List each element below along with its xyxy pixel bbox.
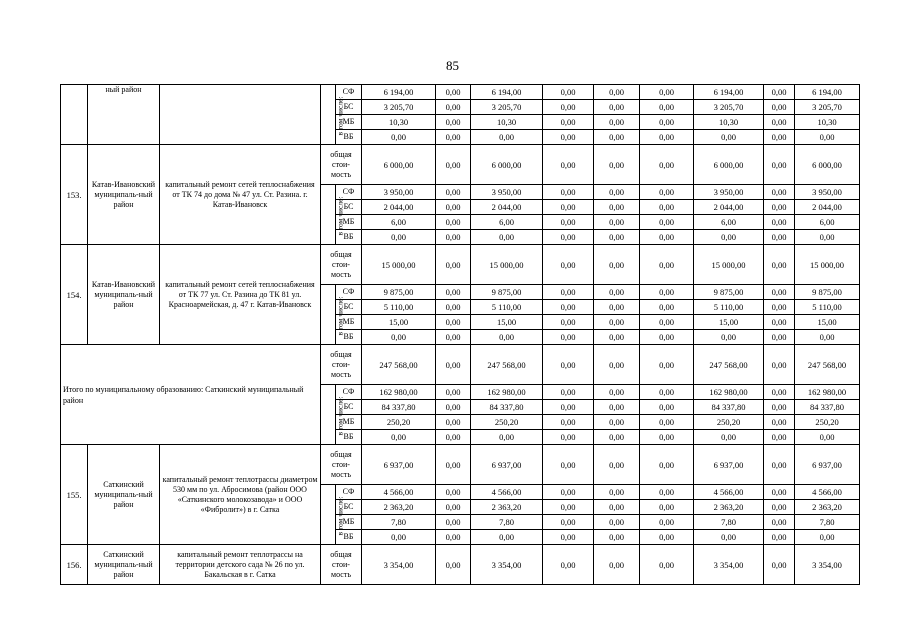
amount-cell: 84 337,80 xyxy=(471,400,543,415)
amount-cell: 3 205,70 xyxy=(694,100,764,115)
amount-cell: 0,00 xyxy=(764,515,795,530)
amount-cell: 2 044,00 xyxy=(795,200,860,215)
amount-cell: 0,00 xyxy=(436,285,471,300)
funding-source: МБ xyxy=(336,315,362,330)
amount-cell: 3 354,00 xyxy=(694,545,764,585)
amount-cell: 0,00 xyxy=(640,230,694,245)
amount-cell: 0,00 xyxy=(436,400,471,415)
including-label-text: в том числе: xyxy=(335,195,345,236)
amount-cell: 0,00 xyxy=(640,245,694,285)
amount-cell: 0,00 xyxy=(640,200,694,215)
amount-cell: 0,00 xyxy=(764,500,795,515)
total-cost-label: общая стои-мость xyxy=(321,545,362,585)
amount-cell: 4 566,00 xyxy=(795,485,860,500)
amount-cell: 0,00 xyxy=(543,85,594,100)
amount-cell: 0,00 xyxy=(543,415,594,430)
funding-source: СФ xyxy=(336,285,362,300)
amount-cell: 4 566,00 xyxy=(362,485,436,500)
amount-cell: 0,00 xyxy=(795,530,860,545)
amount-cell: 3 205,70 xyxy=(471,100,543,115)
amount-cell: 0,00 xyxy=(543,245,594,285)
amount-cell: 0,00 xyxy=(543,145,594,185)
amount-cell: 0,00 xyxy=(436,230,471,245)
entry-total-row xyxy=(61,145,860,185)
amount-cell: 84 337,80 xyxy=(694,400,764,415)
amount-cell: 0,00 xyxy=(543,500,594,515)
amount-cell: 84 337,80 xyxy=(362,400,436,415)
amount-cell: 0,00 xyxy=(640,515,694,530)
amount-cell: 0,00 xyxy=(436,445,471,485)
amount-cell: 247 568,00 xyxy=(694,345,764,385)
amount-cell: 0,00 xyxy=(764,300,795,315)
amount-cell: 0,00 xyxy=(764,545,795,585)
amount-cell: 10,30 xyxy=(362,115,436,130)
amount-cell: 3 950,00 xyxy=(471,185,543,200)
amount-cell: 0,00 xyxy=(543,515,594,530)
entry-work: капитальный ремонт теплотрассы на территории детского сада № 26 по ул. Бакальская в г. Сатка xyxy=(160,545,321,585)
subtotal-label: Итого по муниципальному образованию: Саткинский муниципальный район xyxy=(61,345,321,445)
entry-region: Катав-Ивановский муниципаль-ный район xyxy=(88,245,160,345)
amount-cell: 2 363,20 xyxy=(795,500,860,515)
amount-cell: 0,00 xyxy=(640,430,694,445)
amount-cell: 0,00 xyxy=(436,500,471,515)
amount-cell: 0,00 xyxy=(694,230,764,245)
amount-cell: 6 194,00 xyxy=(694,85,764,100)
amount-cell: 0,00 xyxy=(764,315,795,330)
amount-cell: 0,00 xyxy=(543,385,594,400)
funding-source: ВБ xyxy=(336,230,362,245)
amount-cell: 6 937,00 xyxy=(471,445,543,485)
funding-source: МБ xyxy=(336,415,362,430)
amount-cell: 0,00 xyxy=(640,530,694,545)
including-label-text: в том числе: xyxy=(335,295,345,336)
amount-cell: 5 110,00 xyxy=(795,300,860,315)
total-cost-label: общая стои-мость xyxy=(321,245,362,285)
amount-cell: 0,00 xyxy=(764,415,795,430)
amount-cell: 6 000,00 xyxy=(471,145,543,185)
total-cost-label: общая стои-мость xyxy=(321,145,362,185)
entry-region: Саткинский муниципаль-ный район xyxy=(88,545,160,585)
amount-cell: 3 354,00 xyxy=(471,545,543,585)
amount-cell: 0,00 xyxy=(764,330,795,345)
amount-cell: 0,00 xyxy=(436,130,471,145)
entry-total-row xyxy=(61,445,860,485)
funding-source: ВБ xyxy=(336,130,362,145)
amount-cell: 0,00 xyxy=(436,385,471,400)
amount-cell: 0,00 xyxy=(594,530,640,545)
amount-cell: 0,00 xyxy=(764,485,795,500)
amount-cell: 0,00 xyxy=(640,500,694,515)
amount-cell: 0,00 xyxy=(594,245,640,285)
amount-cell: 0,00 xyxy=(594,345,640,385)
amount-cell: 0,00 xyxy=(640,545,694,585)
total-cost-label: общая стои-мость xyxy=(321,445,362,485)
entry-number: 153. xyxy=(61,145,88,245)
including-label xyxy=(321,85,345,145)
amount-cell: 10,30 xyxy=(694,115,764,130)
amount-cell: 0,00 xyxy=(436,530,471,545)
amount-cell: 0,00 xyxy=(436,185,471,200)
amount-cell: 0,00 xyxy=(471,130,543,145)
amount-cell: 0,00 xyxy=(640,100,694,115)
amount-cell: 7,80 xyxy=(362,515,436,530)
amount-cell: 6 000,00 xyxy=(795,145,860,185)
breakdown-row xyxy=(61,85,860,100)
subtotal-total-row xyxy=(61,345,860,385)
amount-cell: 0,00 xyxy=(543,115,594,130)
amount-cell: 15,00 xyxy=(471,315,543,330)
amount-cell: 0,00 xyxy=(543,130,594,145)
amount-cell: 7,80 xyxy=(471,515,543,530)
entry-work: капитальный ремонт сетей теплоснабжения от ТК 77 ул. Ст. Разина до ТК 81 ул. Красноармейская, д. 47 г. Катав-Ивановск xyxy=(160,245,321,345)
amount-cell: 0,00 xyxy=(640,300,694,315)
amount-cell: 2 044,00 xyxy=(471,200,543,215)
amount-cell: 0,00 xyxy=(362,230,436,245)
amount-cell: 0,00 xyxy=(362,430,436,445)
funding-source: БС xyxy=(336,400,362,415)
amount-cell: 0,00 xyxy=(543,230,594,245)
amount-cell: 0,00 xyxy=(543,400,594,415)
page-number: 85 xyxy=(446,58,459,73)
amount-cell: 15,00 xyxy=(694,315,764,330)
amount-cell: 162 980,00 xyxy=(694,385,764,400)
amount-cell: 0,00 xyxy=(594,500,640,515)
amount-cell: 0,00 xyxy=(594,300,640,315)
amount-cell: 0,00 xyxy=(764,400,795,415)
including-label-text: в том числе: xyxy=(335,395,345,436)
amount-cell: 0,00 xyxy=(594,100,640,115)
amount-cell: 0,00 xyxy=(764,445,795,485)
amount-cell: 15 000,00 xyxy=(362,245,436,285)
amount-cell: 162 980,00 xyxy=(795,385,860,400)
amount-cell: 0,00 xyxy=(543,215,594,230)
amount-cell: 0,00 xyxy=(543,430,594,445)
amount-cell: 0,00 xyxy=(795,330,860,345)
including-label-text: в том числе: xyxy=(335,495,345,536)
funding-source: СФ xyxy=(336,85,362,100)
amount-cell: 0,00 xyxy=(362,330,436,345)
amount-cell: 0,00 xyxy=(436,330,471,345)
amount-cell: 0,00 xyxy=(543,315,594,330)
amount-cell: 0,00 xyxy=(594,185,640,200)
amount-cell: 15 000,00 xyxy=(471,245,543,285)
amount-cell: 6 937,00 xyxy=(362,445,436,485)
amount-cell: 3 950,00 xyxy=(694,185,764,200)
amount-cell: 15 000,00 xyxy=(694,245,764,285)
amount-cell: 2 044,00 xyxy=(362,200,436,215)
amount-cell: 3 950,00 xyxy=(795,185,860,200)
amount-cell: 9 875,00 xyxy=(795,285,860,300)
amount-cell: 5 110,00 xyxy=(694,300,764,315)
amount-cell: 162 980,00 xyxy=(471,385,543,400)
amount-cell: 0,00 xyxy=(436,545,471,585)
amount-cell: 0,00 xyxy=(640,345,694,385)
amount-cell: 0,00 xyxy=(436,115,471,130)
amount-cell: 0,00 xyxy=(594,85,640,100)
amount-cell: 0,00 xyxy=(543,485,594,500)
amount-cell: 0,00 xyxy=(471,530,543,545)
amount-cell: 6 194,00 xyxy=(471,85,543,100)
amount-cell: 0,00 xyxy=(436,485,471,500)
amount-cell: 250,20 xyxy=(795,415,860,430)
amount-cell: 10,30 xyxy=(471,115,543,130)
amount-cell: 0,00 xyxy=(362,530,436,545)
amount-cell: 0,00 xyxy=(543,100,594,115)
amount-cell: 7,80 xyxy=(694,515,764,530)
amount-cell: 0,00 xyxy=(594,315,640,330)
amount-cell: 6 000,00 xyxy=(362,145,436,185)
funding-source: МБ xyxy=(336,115,362,130)
amount-cell: 0,00 xyxy=(436,245,471,285)
amount-cell: 0,00 xyxy=(594,215,640,230)
amount-cell: 0,00 xyxy=(764,530,795,545)
amount-cell: 0,00 xyxy=(543,530,594,545)
amount-cell: 0,00 xyxy=(543,285,594,300)
amount-cell: 0,00 xyxy=(543,330,594,345)
amount-cell: 84 337,80 xyxy=(795,400,860,415)
amount-cell: 0,00 xyxy=(640,330,694,345)
amount-cell: 0,00 xyxy=(436,85,471,100)
funding-source: БС xyxy=(336,200,362,215)
funding-source: СФ xyxy=(336,485,362,500)
amount-cell: 0,00 xyxy=(362,130,436,145)
amount-cell: 5 110,00 xyxy=(362,300,436,315)
entry-region: Саткинский муниципаль-ный район xyxy=(88,445,160,545)
amount-cell: 0,00 xyxy=(594,145,640,185)
amount-cell: 247 568,00 xyxy=(362,345,436,385)
funding-source: БС xyxy=(336,500,362,515)
amount-cell: 0,00 xyxy=(764,285,795,300)
amount-cell: 0,00 xyxy=(543,300,594,315)
amount-cell: 0,00 xyxy=(594,415,640,430)
funding-source: ВБ xyxy=(336,430,362,445)
funding-source: СФ xyxy=(336,385,362,400)
amount-cell: 0,00 xyxy=(543,345,594,385)
amount-cell: 6,00 xyxy=(795,215,860,230)
amount-cell: 0,00 xyxy=(471,230,543,245)
amount-cell: 162 980,00 xyxy=(362,385,436,400)
amount-cell: 0,00 xyxy=(436,415,471,430)
amount-cell: 0,00 xyxy=(795,230,860,245)
amount-cell: 9 875,00 xyxy=(362,285,436,300)
amount-cell: 0,00 xyxy=(594,230,640,245)
amount-cell: 0,00 xyxy=(640,215,694,230)
amount-cell: 0,00 xyxy=(640,185,694,200)
entry-work xyxy=(160,85,321,145)
amount-cell: 0,00 xyxy=(640,285,694,300)
amount-cell: 0,00 xyxy=(795,430,860,445)
including-label-text: в том числе: xyxy=(335,95,345,136)
funding-source: БС xyxy=(336,100,362,115)
amount-cell: 0,00 xyxy=(640,85,694,100)
entry-number: 156. xyxy=(61,545,88,585)
amount-cell: 0,00 xyxy=(764,85,795,100)
amount-cell: 247 568,00 xyxy=(795,345,860,385)
amount-cell: 4 566,00 xyxy=(471,485,543,500)
amount-cell: 9 875,00 xyxy=(694,285,764,300)
amount-cell: 250,20 xyxy=(694,415,764,430)
amount-cell: 2 363,20 xyxy=(471,500,543,515)
amount-cell: 0,00 xyxy=(471,430,543,445)
amount-cell: 0,00 xyxy=(594,515,640,530)
amount-cell: 3 205,70 xyxy=(795,100,860,115)
amount-cell: 15,00 xyxy=(795,315,860,330)
entry-number: 155. xyxy=(61,445,88,545)
funding-source: СФ xyxy=(336,185,362,200)
amount-cell: 0,00 xyxy=(594,330,640,345)
amount-cell: 0,00 xyxy=(436,300,471,315)
entry-region: Катав-Ивановский муниципаль-ный район xyxy=(88,145,160,245)
entry-total-row xyxy=(61,545,860,585)
budget-table xyxy=(60,84,860,585)
entry-total-row xyxy=(61,245,860,285)
entry-work: капитальный ремонт теплотрассы диаметром 530 мм по ул. Абросимова (район ООО «Саткинского молокозавода» и ООО «Фибролит») в г. Сатка xyxy=(160,445,321,545)
amount-cell: 250,20 xyxy=(362,415,436,430)
amount-cell: 0,00 xyxy=(640,445,694,485)
amount-cell: 0,00 xyxy=(640,145,694,185)
amount-cell: 2 363,20 xyxy=(694,500,764,515)
funding-source: МБ xyxy=(336,215,362,230)
funding-source: МБ xyxy=(336,515,362,530)
amount-cell: 0,00 xyxy=(640,315,694,330)
amount-cell: 4 566,00 xyxy=(694,485,764,500)
amount-cell: 0,00 xyxy=(764,345,795,385)
amount-cell: 0,00 xyxy=(764,145,795,185)
amount-cell: 0,00 xyxy=(694,530,764,545)
amount-cell: 0,00 xyxy=(543,445,594,485)
amount-cell: 0,00 xyxy=(436,145,471,185)
amount-cell: 0,00 xyxy=(543,185,594,200)
amount-cell: 0,00 xyxy=(436,315,471,330)
amount-cell: 0,00 xyxy=(543,545,594,585)
amount-cell: 6 194,00 xyxy=(795,85,860,100)
amount-cell: 0,00 xyxy=(594,130,640,145)
amount-cell: 0,00 xyxy=(694,330,764,345)
amount-cell: 2 363,20 xyxy=(362,500,436,515)
entry-work: капитальный ремонт сетей теплоснабжения от ТК 74 до дома № 47 ул. Ст. Разина. г. Катав-Ивановск xyxy=(160,145,321,245)
amount-cell: 0,00 xyxy=(764,115,795,130)
amount-cell: 0,00 xyxy=(594,285,640,300)
amount-cell: 0,00 xyxy=(594,545,640,585)
amount-cell: 2 044,00 xyxy=(694,200,764,215)
amount-cell: 0,00 xyxy=(543,200,594,215)
amount-cell: 0,00 xyxy=(764,215,795,230)
amount-cell: 0,00 xyxy=(436,100,471,115)
amount-cell: 0,00 xyxy=(764,185,795,200)
amount-cell: 0,00 xyxy=(436,200,471,215)
entry-number xyxy=(61,85,88,145)
funding-source: ВБ xyxy=(336,330,362,345)
amount-cell: 0,00 xyxy=(640,385,694,400)
amount-cell: 7,80 xyxy=(795,515,860,530)
including-label xyxy=(321,485,345,545)
amount-cell: 0,00 xyxy=(436,430,471,445)
amount-cell: 6 194,00 xyxy=(362,85,436,100)
amount-cell: 15,00 xyxy=(362,315,436,330)
amount-cell: 6,00 xyxy=(471,215,543,230)
amount-cell: 0,00 xyxy=(436,215,471,230)
entry-region: ный район xyxy=(88,85,160,145)
entry-number: 154. xyxy=(61,245,88,345)
amount-cell: 0,00 xyxy=(764,230,795,245)
amount-cell: 3 205,70 xyxy=(362,100,436,115)
amount-cell: 0,00 xyxy=(594,430,640,445)
amount-cell: 0,00 xyxy=(764,245,795,285)
budget-table-body xyxy=(61,85,860,585)
amount-cell: 3 354,00 xyxy=(362,545,436,585)
amount-cell: 0,00 xyxy=(795,130,860,145)
amount-cell: 0,00 xyxy=(764,385,795,400)
amount-cell: 0,00 xyxy=(694,130,764,145)
amount-cell: 0,00 xyxy=(594,400,640,415)
amount-cell: 0,00 xyxy=(694,430,764,445)
amount-cell: 0,00 xyxy=(640,400,694,415)
amount-cell: 250,20 xyxy=(471,415,543,430)
amount-cell: 6 937,00 xyxy=(694,445,764,485)
amount-cell: 9 875,00 xyxy=(471,285,543,300)
including-label xyxy=(321,285,345,345)
amount-cell: 0,00 xyxy=(764,130,795,145)
amount-cell: 15 000,00 xyxy=(795,245,860,285)
amount-cell: 3 354,00 xyxy=(795,545,860,585)
amount-cell: 3 950,00 xyxy=(362,185,436,200)
funding-source: ВБ xyxy=(336,530,362,545)
amount-cell: 0,00 xyxy=(594,385,640,400)
amount-cell: 0,00 xyxy=(594,115,640,130)
amount-cell: 6,00 xyxy=(362,215,436,230)
amount-cell: 6,00 xyxy=(694,215,764,230)
funding-source: БС xyxy=(336,300,362,315)
including-label xyxy=(321,385,345,445)
amount-cell: 10,30 xyxy=(795,115,860,130)
amount-cell: 5 110,00 xyxy=(471,300,543,315)
total-cost-label: общая стои-мость xyxy=(321,345,362,385)
amount-cell: 0,00 xyxy=(471,330,543,345)
amount-cell: 0,00 xyxy=(594,200,640,215)
including-label xyxy=(321,185,345,245)
amount-cell: 0,00 xyxy=(764,200,795,215)
amount-cell: 0,00 xyxy=(436,345,471,385)
amount-cell: 0,00 xyxy=(764,100,795,115)
amount-cell: 0,00 xyxy=(640,115,694,130)
amount-cell: 0,00 xyxy=(640,415,694,430)
amount-cell: 0,00 xyxy=(436,515,471,530)
amount-cell: 0,00 xyxy=(594,485,640,500)
amount-cell: 0,00 xyxy=(594,445,640,485)
amount-cell: 247 568,00 xyxy=(471,345,543,385)
amount-cell: 6 000,00 xyxy=(694,145,764,185)
amount-cell: 0,00 xyxy=(764,430,795,445)
amount-cell: 6 937,00 xyxy=(795,445,860,485)
amount-cell: 0,00 xyxy=(640,130,694,145)
amount-cell: 0,00 xyxy=(640,485,694,500)
